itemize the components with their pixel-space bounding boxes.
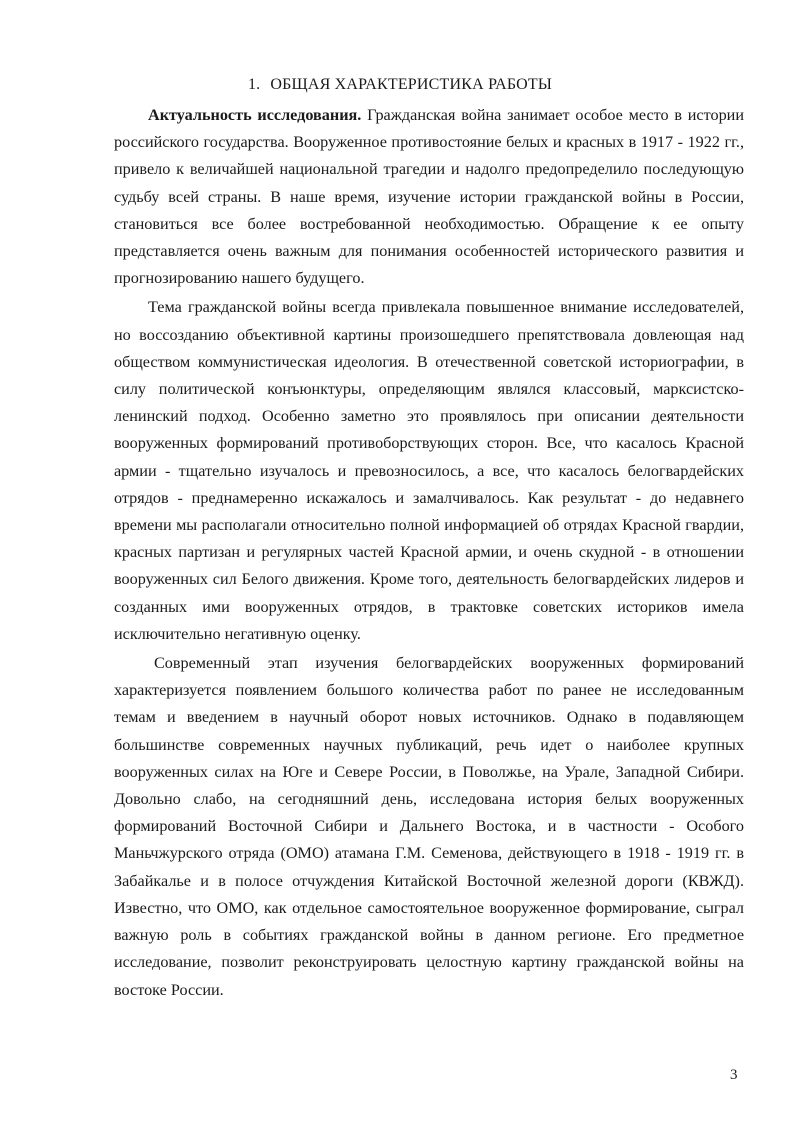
page-number: 3 bbox=[730, 1067, 738, 1083]
paragraph-lead: Актуальность исследования. bbox=[148, 106, 362, 124]
paragraph-relevance bbox=[114, 102, 744, 292]
section-number: 1. bbox=[247, 76, 261, 93]
section-heading bbox=[0, 76, 800, 94]
body-text bbox=[114, 102, 744, 1006]
paragraph-historiography: Тема гражданской войны всегда привлекала повышенное внимание исследователей, но воссозданию объективной картины произошедшего препятствовала довлеющая над обществом коммунистическая идеология. В отечественной советской историографии, в силу политической конъюнктуры, определяющим являлся классовый, марксистско-ленинский подход. Особенно заметно это проявлялось при описании деятельности вооруженных формирований противоборствующих сторон. Все, что касалось Красной армии - тщательно изучалось и превозносилось, а все, что касалось белогвардейских отрядов - преднамеренно искажалось и замалчивалось. Как результат - до недавнего времени мы располагали относительно полной информацией об отрядах Красной гвардии, красных партизан и регулярных частей Красной армии, и очень скудной - в отношении вооруженных сил Белого движения. Кроме того, деятельность белогвардейских лидеров и созданных ими вооруженных отрядов, в трактовке советских историков имела исключительно негативную оценку. bbox=[114, 298, 744, 643]
paragraph-current-stage: Современный этап изучения белогвардейских вооруженных формирований характеризуется появлением большого количества работ по ранее не исследованным темам и введением в научный оборот новых источников. Однако в подавляющем большинстве современных научных публикаций, речь идет о наиболее крупных вооруженных силах на Юге и Севере России, в Поволжье, на Урале, Западной Сибири. Довольно слабо, на сегодняшний день, исследована история белых вооруженных формирований Восточной Сибири и Дальнего Востока, и в частности - Особого Маньчжурского отряда (ОМО) атамана Г.М. Семенова, действующего в 1918 - 1919 гг. в Забайкалье и в полосе отчуждения Китайской Восточной железной дороги (КВЖД). Известно, что ОМО, как отдельное самостоятельное вооруженное формирование, сыграл важную роль в событиях гражданской войны в данном регионе. Его предметное исследование, позволит реконструировать целостную картину гражданской войны на востоке России. bbox=[114, 654, 744, 999]
section-title: ОБЩАЯ ХАРАКТЕРИСТИКА РАБОТЫ bbox=[270, 76, 553, 93]
paragraph-text: Гражданская война занимает особое место в истории российского государства. Вооруженное противостояние белых и красных в 1917 - 1922 гг., привело к величайшей национальной трагедии и надолго предопределило последующую судьбу всей страны. В наше время, изучение истории гражданской войны в России, становиться все более востребованной необходимостью. Обращение к ее опыту представляется очень важным для понимания особенностей исторического развития и прогнозированию нашего будущего. bbox=[114, 106, 744, 288]
